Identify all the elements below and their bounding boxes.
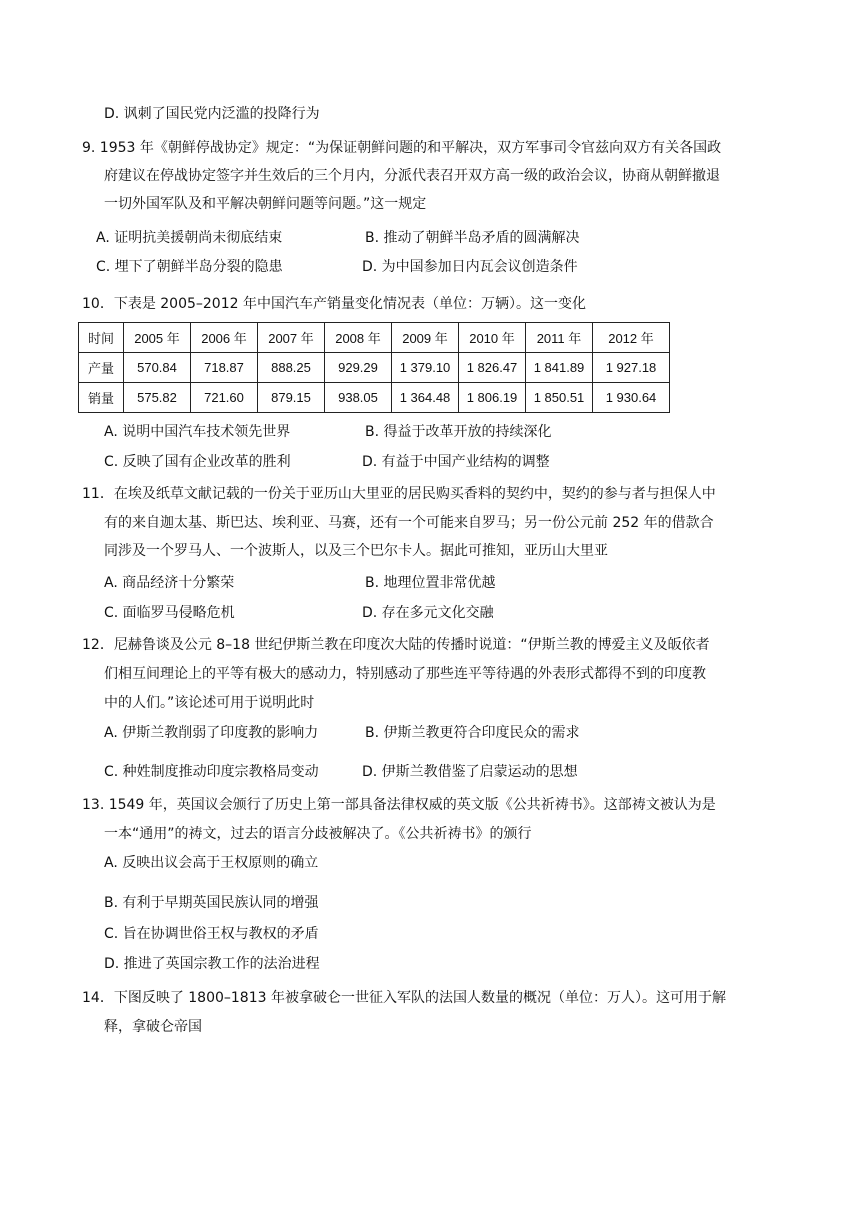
table-header-cell: 2009 年 [392,323,459,353]
table-cell: 销量 [79,383,124,413]
q12-stem-line1: 12．尼赫鲁谈及公元 8–18 世纪伊斯兰教在印度次大陆的传播时说道：“伊斯兰教的博爱主义及皈依者 [82,637,710,653]
q9-stem-line2: 府建议在停战协定签字并生效后的三个月内，分派代表召开双方高一级的政治会议，协商从朝鲜撤退 [104,168,720,184]
table-header-cell: 2007 年 [258,323,325,353]
table-cell: 888.25 [258,353,325,383]
table-cell: 1 806.19 [459,383,526,413]
q10-stem: 10．下表是 2005–2012 年中国汽车产销量变化情况表（单位：万辆）。这一变化 [82,296,586,312]
q13-option-b: B. 有利于早期英国民族认同的增强 [104,895,319,911]
table-cell: 938.05 [325,383,392,413]
q12-stem-line3: 中的人们。”该论述可用于说明此时 [104,695,315,711]
table-cell: 929.29 [325,353,392,383]
q13-option-c: C. 旨在协调世俗王权与教权的矛盾 [104,926,319,942]
table-row-production [79,353,670,383]
q12-option-b: B. 伊斯兰教更符合印度民众的需求 [365,725,580,741]
q10-option-b: B. 得益于改革开放的持续深化 [365,424,552,440]
q13-option-d: D. 推进了英国宗教工作的法治进程 [104,956,320,972]
table-header-cell: 2012 年 [593,323,670,353]
q9-option-d: D. 为中国参加日内瓦会议创造条件 [362,259,578,275]
car-production-sales-table [78,322,670,413]
table-cell: 879.15 [258,383,325,413]
q10-option-a: A. 说明中国汽车技术领先世界 [104,424,291,440]
table-cell: 1 930.64 [593,383,670,413]
q12-stem-line2: 们相互间理论上的平等有极大的感动力，特别感动了那些连平等待遇的外表形式都得不到的印度教 [104,666,706,682]
table-cell: 718.87 [191,353,258,383]
table-header-cell: 2005 年 [124,323,191,353]
q12-option-d: D. 伊斯兰教借鉴了启蒙运动的思想 [362,764,578,780]
table-cell: 575.82 [124,383,191,413]
table-cell: 1 927.18 [593,353,670,383]
table-header-cell: 2008 年 [325,323,392,353]
table-cell: 1 826.47 [459,353,526,383]
table-cell: 1 841.89 [526,353,593,383]
table-header-cell: 2010 年 [459,323,526,353]
q8-option-d: D. 讽刺了国民党内泛滥的投降行为 [104,106,320,122]
q14-stem-line2: 释，拿破仑帝国 [104,1019,202,1035]
q13-stem-line1: 13. 1549 年，英国议会颁行了历史上第一部具备法律权威的英文版《公共祈祷书》。这部祷文被认为是 [82,797,716,813]
q9-option-c: C. 埋下了朝鲜半岛分裂的隐患 [96,259,283,275]
q12-option-c: C. 种姓制度推动印度宗教格局变动 [104,764,319,780]
table-cell: 1 364.48 [392,383,459,413]
q13-stem-line2: 一本“通用”的祷文，过去的语言分歧被解决了。《公共祈祷书》的颁行 [104,826,532,842]
q11-stem-line2: 有的来自迦太基、斯巴达、埃利亚、马赛，还有一个可能来自罗马；另一份公元前 252 年的借款合 [104,515,714,531]
q11-option-d: D. 存在多元文化交融 [362,605,494,621]
q11-option-a: A. 商品经济十分繁荣 [104,575,235,591]
table-header-cell: 时间 [79,323,124,353]
q11-stem-line1: 11．在埃及纸草文献记载的一份关于亚历山大里亚的居民购买香料的契约中，契约的参与者与担保人中 [82,486,716,502]
table-cell: 570.84 [124,353,191,383]
q11-option-c: C. 面临罗马侵略危机 [104,605,235,621]
q13-option-a: A. 反映出议会高于王权原则的确立 [104,855,319,871]
table-cell: 1 850.51 [526,383,593,413]
table-header-row [79,323,670,353]
q12-option-a: A. 伊斯兰教削弱了印度教的影响力 [104,725,319,741]
table-cell: 产量 [79,353,124,383]
q9-option-a: A. 证明抗美援朝尚未彻底结束 [96,230,283,246]
q14-stem-line1: 14．下图反映了 1800–1813 年被拿破仑一世征入军队的法国人数量的概况（单位：万人）。这可用于解 [82,990,726,1006]
q11-stem-line3: 同涉及一个罗马人、一个波斯人，以及三个巴尔卡人。据此可推知，亚历山大里亚 [104,543,608,559]
table-header-cell: 2006 年 [191,323,258,353]
table-row-sales [79,383,670,413]
q10-option-d: D. 有益于中国产业结构的调整 [362,454,550,470]
q9-stem-line3: 一切外国军队及和平解决朝鲜问题等问题。”这一规定 [104,196,427,212]
q9-option-b: B. 推动了朝鲜半岛矛盾的圆满解决 [365,230,580,246]
table-cell: 721.60 [191,383,258,413]
table-header-cell: 2011 年 [526,323,593,353]
table-cell: 1 379.10 [392,353,459,383]
q10-option-c: C. 反映了国有企业改革的胜利 [104,454,291,470]
q11-option-b: B. 地理位置非常优越 [365,575,496,591]
q9-stem-line1: 9. 1953 年《朝鲜停战协定》规定：“为保证朝鲜问题的和平解决，双方军事司令官兹向双方有关各国政 [82,140,722,156]
